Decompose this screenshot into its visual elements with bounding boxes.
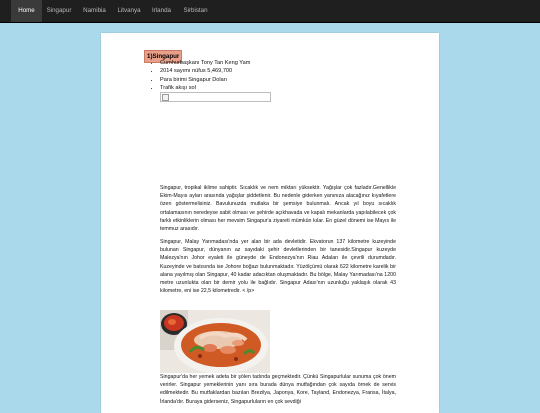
list-item: • Trafik akışı sol — [160, 84, 250, 92]
broken-image-icon — [162, 94, 169, 101]
facts-list — [153, 59, 250, 92]
geography-paragraph: Singapur, Malay Yarımadası'nda yer alan bir ada devletidir. Ekvatorun 137 kilometre kuzeyinde bulunan Singapur, dünyanın az sayıdaki şehir devletlerinden bir tanesidir.Singapur kuzeyde Malezya'nın Johor eyaleti ile güneyde de Endonezya'nın Riau Adaları ile çevrili durumdadır. Kuzeyinde ve batısında ise Johore boğazı bulunmaktadır. Yüzölçümü olarak 622 kilometre karelik bir alana yayılmış olan Singapur, 40 kadar adacıktan oluşmaktadır. Bu bölge, Malay Yarımadası'na 1200 metre uzunlukta olan bir demir yolu ile bağlıdır. Singapur Adası'nın uzunluğu yaklaşık olarak 43 kilometre, eni ise 22,5 kilometredir. < /p> — [160, 239, 396, 295]
nav-item-irlanda[interactable]: Irlanda — [152, 7, 171, 14]
noodle-soup-illustration — [160, 310, 270, 373]
broken-image-placeholder — [160, 92, 271, 102]
nav-item-singapur[interactable]: Singapur — [46, 7, 72, 14]
nav-item-sirbistan[interactable]: Sirbistan — [183, 7, 208, 14]
nav-item-home[interactable]: Home — [11, 0, 42, 22]
list-item: • Para birimi Singapur Doları — [160, 76, 250, 84]
climate-paragraph: Singapur, tropikal iklime sahiptir. Sıcaklık ve nem miktarı yüksektir. Yağışlar çok fazladır.Genellikle Ekim-Mayıs ayları arasında yağışlar şiddetlenir. Bu nedenle giderken yanınıza alacağınız kıyafetlere özen göstermelisiniz. Bavulunuzda mutlaka bir şemsiye bulunmalı. Ancak yıl boyu sıcaklık ortalamasının neredeyse sabit olması ve şehirde açıkhavada ve kapalı mekanlarda yapılabilecek çok farklı etkinliklerin olması her mevsim Singapur'a ziyareti mümkün kılar. En güzel dönemi ise Mayıs ile temmuz arasıdır. — [160, 185, 396, 233]
article-title-badge: 1)Singapur — [144, 50, 182, 63]
top-navigation-bar — [0, 0, 540, 23]
nav-item-litvanya[interactable]: Litvanya — [117, 7, 141, 14]
list-item: • 2014 sayımı nüfus 5,469,700 — [160, 67, 250, 75]
list-item: • Cumhurbaşkanı Tony Tan Keng Yam — [160, 59, 250, 67]
cuisine-paragraph: Singapur'da her yemek adeta bir şölen tadında geçmektedir. Çünkü Singapurlular sunuma çok önem verirler. Singapur yemeklerinin yanı sıra burada dünya mutfağından çok sayıda örnek de servis edilmektedir. Bu mutfaklardan bazıları Brezilya, Japonya, Kore, Tayland, Endonezya, Fransa, İtalya, İrlanda'dır. Buraya giderseniz, Singapurluların en çok sevdiği — [160, 374, 396, 405]
article-page — [101, 33, 439, 413]
noodle-soup-photo — [160, 310, 270, 373]
nav-item-namibia[interactable]: Namibia — [83, 7, 106, 14]
